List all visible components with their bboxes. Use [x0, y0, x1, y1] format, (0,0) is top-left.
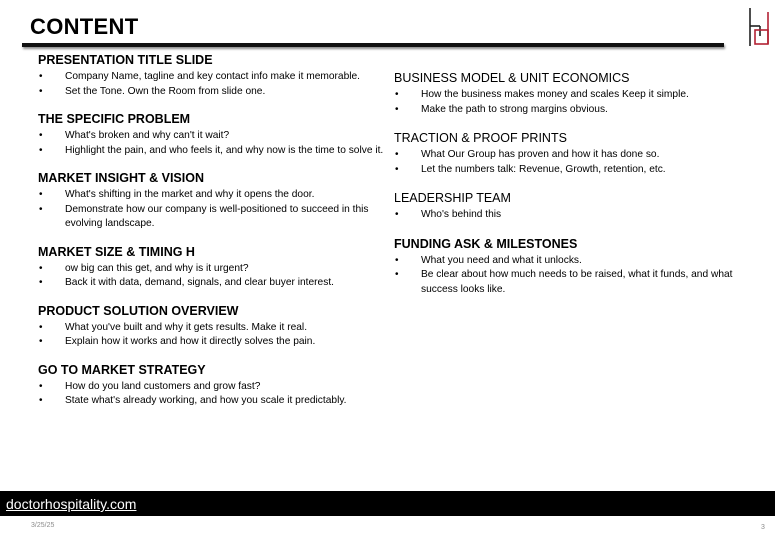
- section-heading: LEADERSHIP TEAM: [394, 191, 511, 205]
- footer-website-link[interactable]: doctorhospitality.com: [6, 496, 137, 512]
- section-heading: PRODUCT SOLUTION OVERVIEW: [38, 303, 239, 318]
- bullet-icon: •: [395, 89, 399, 100]
- content-section: [38, 362, 388, 409]
- bullet-text: Highlight the pain, and who feels it, and why now is the time to solve it.: [65, 144, 384, 156]
- bullet-text: Who's behind this: [421, 209, 502, 220]
- list-item: [38, 262, 388, 277]
- bullet-icon: •: [39, 71, 43, 82]
- bullet-icon: •: [39, 321, 43, 333]
- list-item: [38, 276, 388, 291]
- bullet-text: How do you land customers and grow fast?: [65, 380, 261, 392]
- bullet-list: [38, 188, 388, 232]
- list-item: [38, 188, 388, 203]
- bullet-text: What Our Group has proven and how it has done so.: [421, 149, 660, 160]
- content-section: [38, 111, 388, 158]
- content-section: [394, 130, 739, 177]
- section-heading: BUSINESS MODEL & UNIT ECONOMICS: [394, 71, 630, 85]
- bullet-icon: •: [39, 380, 43, 392]
- bullet-text: Be clear about how much needs to be raised, what it funds, and what success looks like.: [421, 269, 733, 295]
- bullet-text: Back it with data, demand, signals, and clear buyer interest.: [65, 277, 334, 288]
- bullet-icon: •: [39, 336, 43, 347]
- content-section: [394, 236, 739, 298]
- bullet-text: Set the Tone. Own the Room from slide one.: [65, 85, 266, 97]
- footer-date: 3/25/25: [31, 522, 55, 529]
- slide-title: CONTENT: [30, 14, 139, 39]
- content-section: [38, 303, 388, 350]
- list-item: [394, 208, 739, 223]
- bullet-icon: •: [39, 144, 43, 156]
- content-section: [38, 244, 388, 291]
- bullet-text: State what's already working, and how you scale it predictably.: [65, 395, 347, 406]
- section-heading: THE SPECIFIC PROBLEM: [38, 112, 191, 126]
- bullet-text: What's broken and why can't it wait?: [65, 130, 230, 141]
- bullet-icon: •: [395, 149, 399, 160]
- page-number: 3: [761, 524, 765, 531]
- section-heading: PRESENTATION TITLE SLIDE: [38, 53, 213, 67]
- bullet-icon: •: [39, 203, 43, 215]
- hd-monogram-logo-icon: [744, 6, 774, 48]
- bullet-icon: •: [395, 269, 399, 280]
- bullet-text: What you've built and why it gets results. Make it real.: [65, 321, 308, 333]
- bullet-text: What's shifting in the market and why it opens the door.: [65, 189, 315, 200]
- bullet-icon: •: [39, 85, 43, 97]
- bullet-list: [394, 148, 739, 177]
- bullet-list: [38, 70, 388, 99]
- content-section: [38, 170, 388, 232]
- bullet-icon: •: [395, 209, 399, 220]
- bullet-icon: •: [395, 103, 399, 115]
- footer-bar: [0, 491, 775, 516]
- bullet-list: [38, 129, 388, 158]
- right-column: [394, 70, 739, 310]
- bullet-list: [38, 262, 388, 291]
- list-item: [38, 335, 388, 350]
- bullet-text: Let the numbers talk: Revenue, Growth, retention, etc.: [421, 163, 666, 175]
- content-section: [394, 190, 739, 223]
- list-item: [394, 254, 739, 269]
- title-underline: [22, 43, 724, 47]
- list-item: [38, 203, 388, 232]
- bullet-text: Company Name, tagline and key contact info make it memorable.: [65, 71, 361, 82]
- left-column: [38, 52, 388, 421]
- bullet-list: [38, 380, 388, 409]
- section-heading: MARKET INSIGHT & VISION: [38, 171, 204, 185]
- bullet-list: [394, 254, 739, 298]
- list-item: [394, 163, 739, 178]
- list-item: [38, 85, 388, 100]
- list-item: [38, 129, 388, 144]
- list-item: [38, 321, 388, 336]
- list-item: [38, 144, 388, 159]
- list-item: [394, 148, 739, 163]
- bullet-icon: •: [395, 254, 399, 266]
- bullet-icon: •: [39, 189, 43, 200]
- bullet-icon: •: [39, 277, 43, 288]
- list-item: [38, 380, 388, 395]
- bullet-text: Demonstrate how our company is well-positioned to succeed in this evolving landscape.: [65, 203, 369, 229]
- bullet-icon: •: [39, 395, 43, 406]
- bullet-icon: •: [395, 163, 399, 175]
- section-heading: MARKET SIZE & TIMING H: [38, 244, 195, 259]
- bullet-text: What you need and what it unlocks.: [421, 254, 582, 266]
- list-item: [38, 394, 388, 409]
- content-section: [38, 52, 388, 99]
- list-item: [38, 70, 388, 85]
- section-heading: GO TO MARKET STRATEGY: [38, 362, 206, 377]
- list-item: [394, 268, 739, 297]
- bullet-text: How the business makes money and scales Keep it simple.: [421, 89, 689, 100]
- bullet-text: Explain how it works and how it directly solves the pain.: [65, 336, 316, 347]
- bullet-list: [38, 321, 388, 350]
- bullet-text: ow big can this get, and why is it urgent?: [65, 262, 249, 274]
- content-section: [394, 70, 739, 117]
- section-heading: TRACTION & PROOF PRINTS: [394, 131, 567, 145]
- bullet-icon: •: [39, 262, 43, 274]
- bullet-text: Make the path to strong margins obvious.: [421, 103, 608, 115]
- list-item: [394, 88, 739, 103]
- bullet-list: [394, 208, 739, 223]
- section-heading: FUNDING ASK & MILESTONES: [394, 236, 578, 251]
- bullet-icon: •: [39, 130, 43, 141]
- bullet-list: [394, 88, 739, 117]
- list-item: [394, 103, 739, 118]
